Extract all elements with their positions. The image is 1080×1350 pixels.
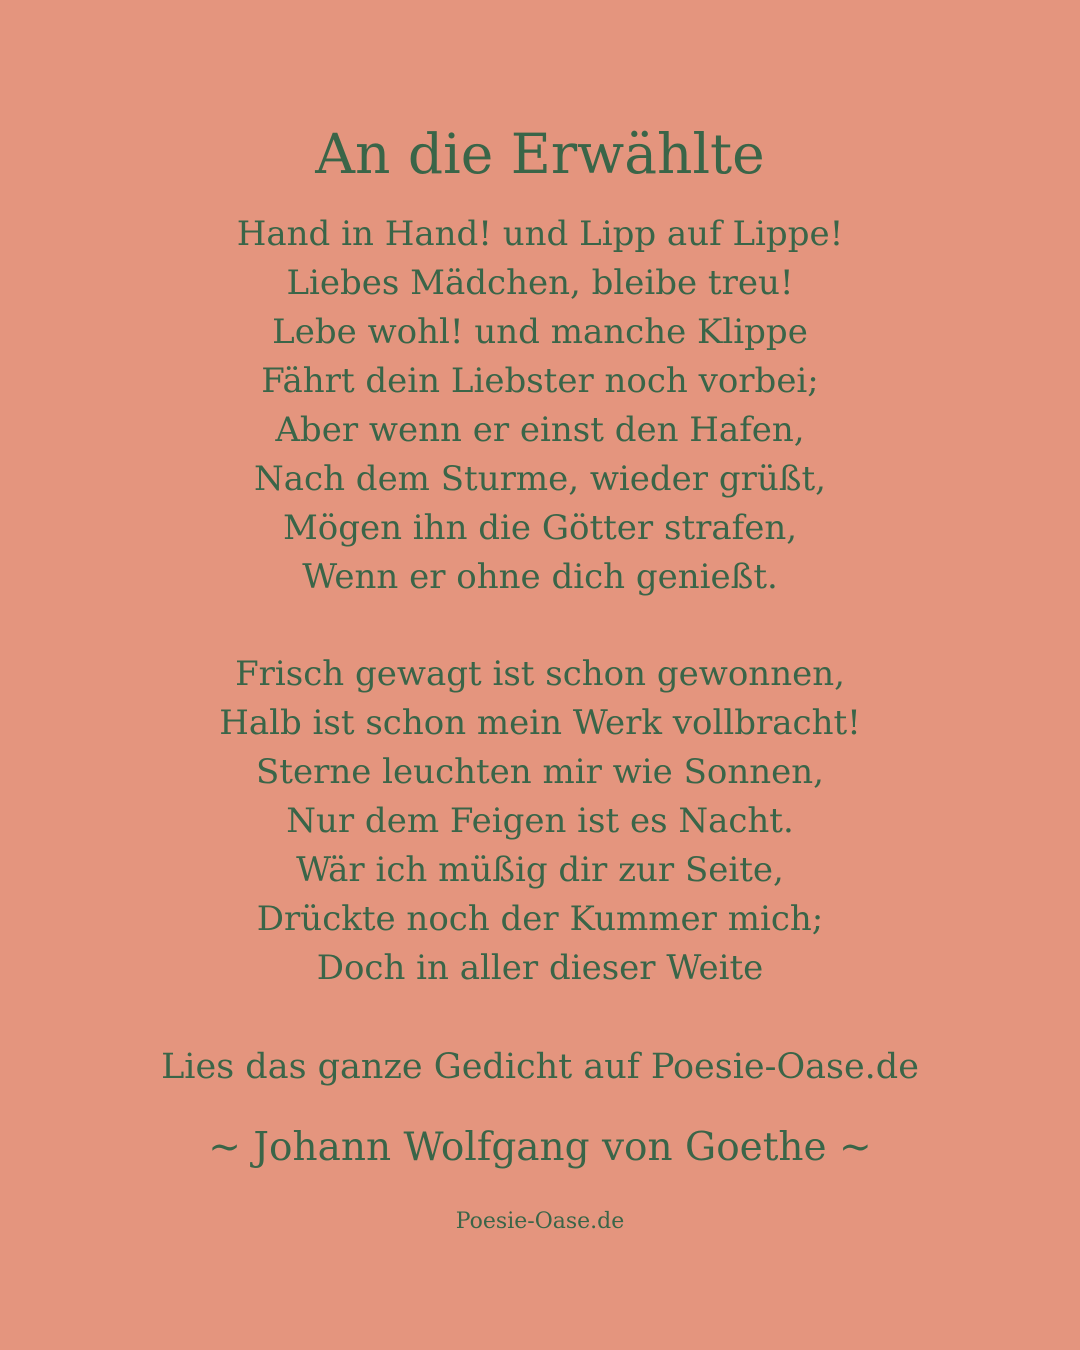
stanza-1 xyxy=(0,210,1080,602)
author-name: ~ Johann Wolfgang von Goethe ~ xyxy=(208,1125,872,1170)
verse-line: Mögen ihn die Götter strafen, xyxy=(282,508,798,548)
verse-line: Frisch gewagt ist schon gewonnen, xyxy=(235,654,845,694)
verse-line: Wär ich müßig dir zur Seite, xyxy=(296,850,784,890)
verse-line: Aber wenn er einst den Hafen, xyxy=(275,410,805,450)
verse-line: Hand in Hand! und Lipp auf Lippe! xyxy=(236,214,844,254)
verse-line: Doch in aller dieser Weite xyxy=(316,948,764,988)
poem-title: An die Erwählte xyxy=(315,122,765,186)
stanza-2 xyxy=(0,650,1080,993)
verse-line: Lebe wohl! und manche Klippe xyxy=(272,312,808,352)
read-full-poem-note: Lies das ganze Gedicht auf Poesie-Oase.de xyxy=(161,1047,919,1087)
verse-line: Drückte noch der Kummer mich; xyxy=(256,899,824,939)
verse-line: Nach dem Sturme, wieder grüßt, xyxy=(254,459,826,499)
verse-line: Fährt dein Liebster noch vorbei; xyxy=(261,361,819,401)
verse-line: Nur dem Feigen ist es Nacht. xyxy=(286,801,794,841)
verse-line: Liebes Mädchen, bleibe treu! xyxy=(286,263,794,303)
site-watermark: Poesie-Oase.de xyxy=(455,1209,625,1234)
verse-line: Halb ist schon mein Werk vollbracht! xyxy=(219,703,861,743)
verse-line: Sterne leuchten mir wie Sonnen, xyxy=(256,752,824,792)
verse-line: Wenn er ohne dich genießt. xyxy=(302,557,778,597)
